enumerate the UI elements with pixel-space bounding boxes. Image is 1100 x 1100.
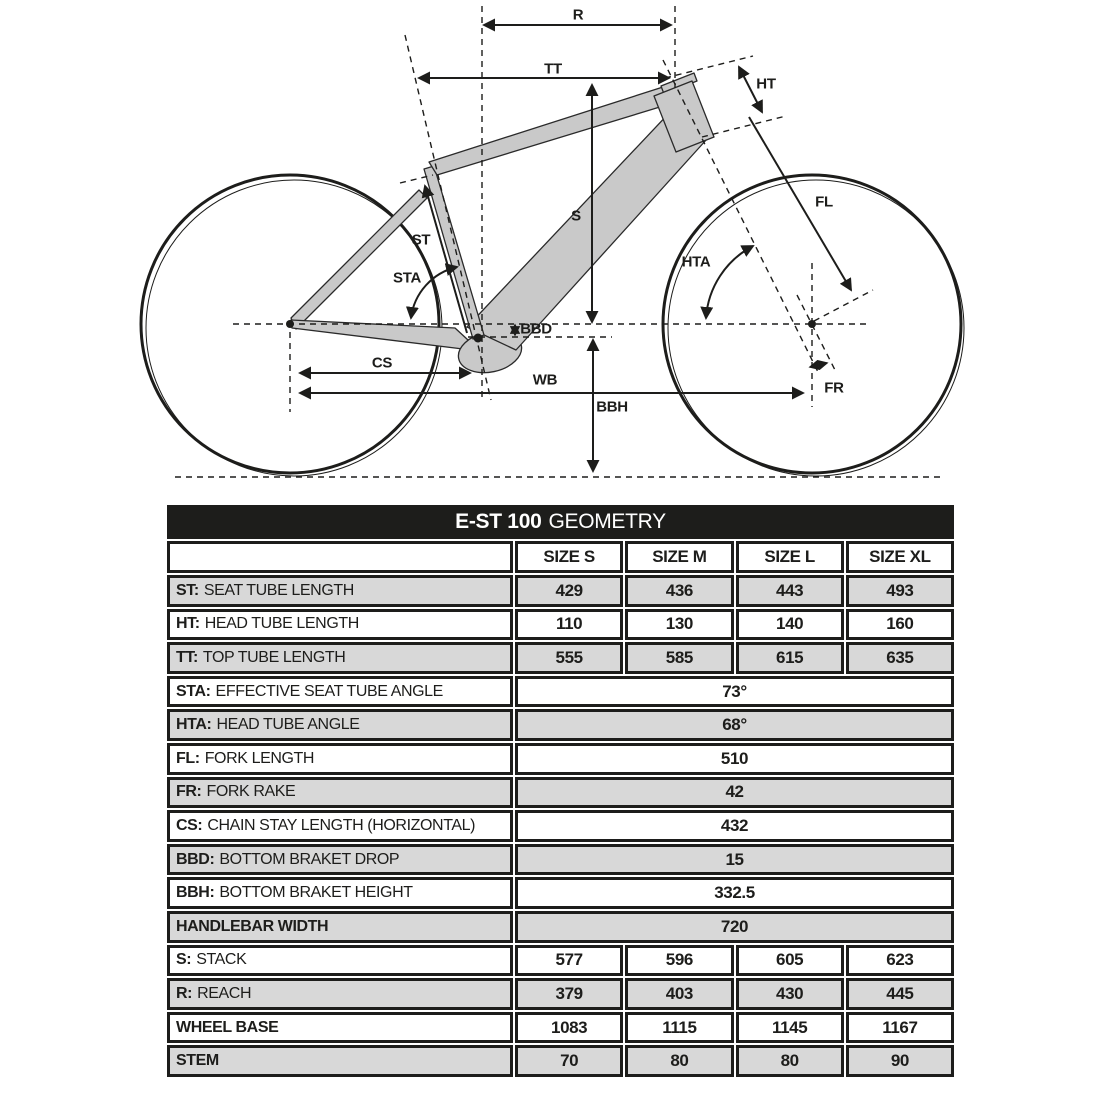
row-value: 596 [625,945,733,977]
row-label: TT: TOP TUBE LENGTH [167,642,513,674]
row-value: 510 [515,743,954,775]
dim-label-head-tube: HT [756,75,776,93]
table-title-suffix: GEOMETRY [548,510,666,533]
row-label: BBD: BOTTOM BRAKET DROP [167,844,513,876]
row-value: 432 [515,810,954,842]
rear-axle-dot [286,320,294,328]
table-row-chain-stay-length [167,810,954,842]
row-label: BBH: BOTTOM BRAKET HEIGHT [167,877,513,909]
bottom-bracket-dot [474,334,483,343]
table-title [167,505,954,539]
table-row-reach [167,978,954,1010]
row-value: 623 [846,945,954,977]
dim-label-reach: R [572,6,584,24]
row-value: 80 [625,1045,733,1077]
geometry-table [167,505,954,1077]
row-value: 42 [515,777,954,809]
front-axle-dot [808,320,816,328]
row-value: 585 [625,642,733,674]
dim-label-wheel-base: WB [532,371,558,389]
fork-offset-line [797,295,836,372]
row-value: 720 [515,911,954,943]
row-value: 430 [736,978,844,1010]
size-header-empty [167,541,513,573]
row-value: 1145 [736,1012,844,1044]
row-value: 1083 [515,1012,623,1044]
table-row-seat-tube-angle [167,676,954,708]
row-label: R: REACH [167,978,513,1010]
table-row-top-tube-length [167,642,954,674]
row-value: 73° [515,676,954,708]
table-row-wheel-base [167,1012,954,1044]
table-row-head-tube-length [167,609,954,641]
row-value: 615 [736,642,844,674]
row-value: 445 [846,978,954,1010]
table-row-head-tube-angle [167,709,954,741]
dim-label-top-tube: TT [544,60,562,78]
table-row-bottom-bracket-height [167,877,954,909]
row-value: 403 [625,978,733,1010]
size-header-row [167,541,954,573]
dim-label-fork-rake: FR [824,379,844,397]
row-label: STEM [167,1045,513,1077]
seat-stay [291,190,427,329]
dim-label-bb-height: BBH [596,398,628,416]
size-header-l: SIZE L [736,541,844,573]
row-label: S: STACK [167,945,513,977]
dim-label-seat-tube: ST [411,231,431,249]
row-value: 577 [515,945,623,977]
row-value: 379 [515,978,623,1010]
row-value: 160 [846,609,954,641]
dim-label-bb-drop: BBD [520,320,552,338]
row-label: FR: FORK RAKE [167,777,513,809]
row-value: 493 [846,575,954,607]
size-header-xl: SIZE XL [846,541,954,573]
row-label: HT: HEAD TUBE LENGTH [167,609,513,641]
dim-label-seat-tube-angle: STA [393,269,421,287]
row-value: 635 [846,642,954,674]
fork-perpendicular [814,290,873,321]
table-row-handlebar-width [167,911,954,943]
dim-label-fork-length: FL [815,193,833,211]
row-label: HTA: HEAD TUBE ANGLE [167,709,513,741]
row-value: 80 [736,1045,844,1077]
row-value: 1115 [625,1012,733,1044]
table-row-fork-length [167,743,954,775]
head-bottom-tick [702,116,786,137]
fork-length-arrow [749,117,851,290]
row-value: 15 [515,844,954,876]
dim-label-stack: S [571,207,581,225]
row-value: 443 [736,575,844,607]
row-value: 70 [515,1045,623,1077]
row-label: WHEEL BASE [167,1012,513,1044]
row-label: CS: CHAIN STAY LENGTH (HORIZONTAL) [167,810,513,842]
row-value: 605 [736,945,844,977]
dim-label-chain-stay: CS [371,354,393,372]
row-value: 332.5 [515,877,954,909]
table-row-bottom-bracket-drop [167,844,954,876]
size-header-m: SIZE M [625,541,733,573]
size-header-s: SIZE S [515,541,623,573]
row-label: FL: FORK LENGTH [167,743,513,775]
table-row-seat-tube-length [167,575,954,607]
row-value: 436 [625,575,733,607]
row-value: 130 [625,609,733,641]
dim-label-head-tube-angle: HTA [681,253,711,271]
row-label: STA: EFFECTIVE SEAT TUBE ANGLE [167,676,513,708]
row-value: 555 [515,642,623,674]
table-row-fork-rake [167,777,954,809]
row-value: 429 [515,575,623,607]
row-label: HANDLEBAR WIDTH [167,911,513,943]
seat-tube [424,166,484,339]
row-label: ST: SEAT TUBE LENGTH [167,575,513,607]
table-title-model: E-ST 100 [455,510,542,533]
table-row-stack [167,945,954,977]
row-value: 1167 [846,1012,954,1044]
row-value: 110 [515,609,623,641]
row-value: 68° [515,709,954,741]
bike-frame [291,73,714,378]
table-row-stem [167,1045,954,1077]
row-value: 140 [736,609,844,641]
row-value: 90 [846,1045,954,1077]
head-angle-arc [706,246,753,318]
